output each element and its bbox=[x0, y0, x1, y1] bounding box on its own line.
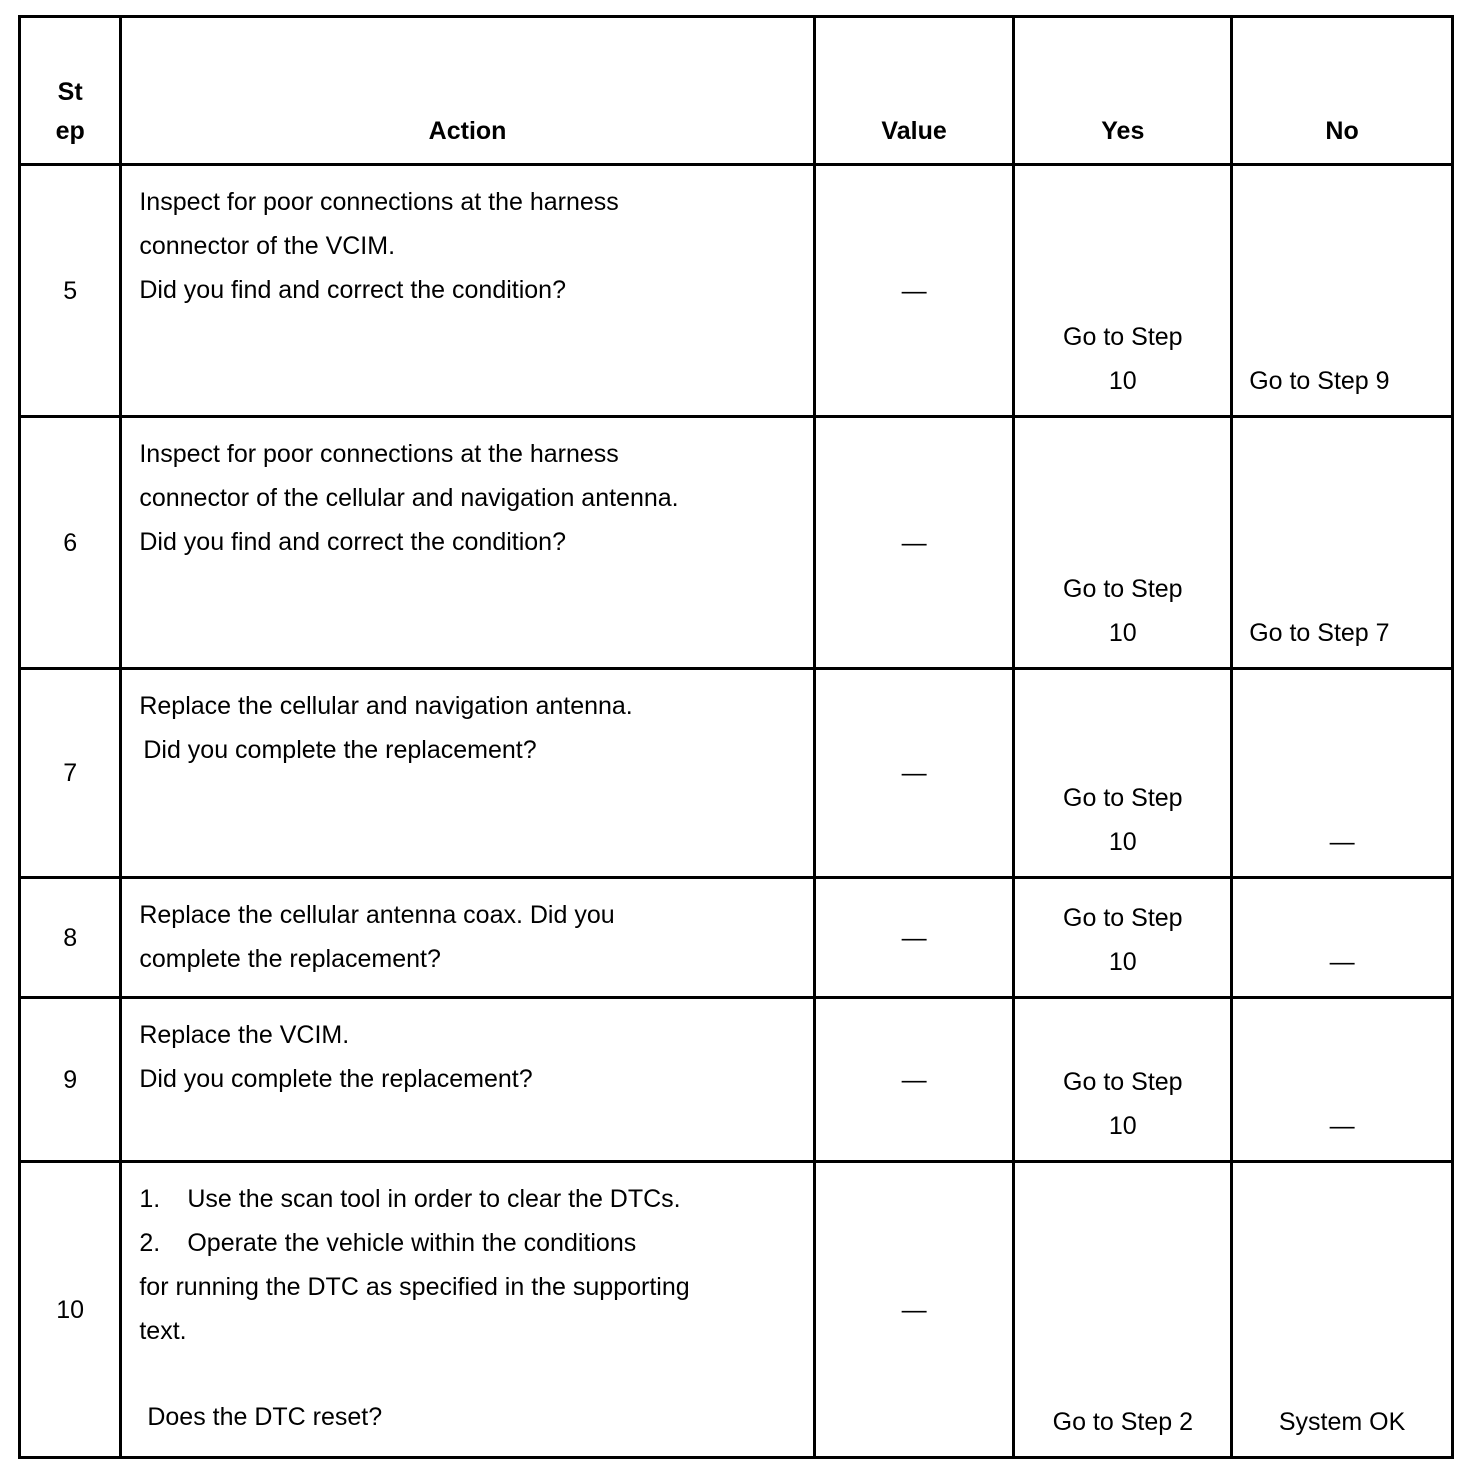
action-cell bbox=[121, 165, 814, 417]
step-number: 9 bbox=[20, 998, 121, 1162]
no-cell: System OK bbox=[1232, 1162, 1453, 1458]
yes-cell bbox=[1014, 998, 1232, 1162]
no-cell: — bbox=[1232, 998, 1453, 1162]
yes-cell bbox=[1014, 669, 1232, 878]
action-text: Did you find and correct the condition? bbox=[139, 276, 566, 304]
yes-link-step: 10 bbox=[1108, 1112, 1137, 1140]
header-step-line1: St bbox=[57, 78, 83, 106]
header-row bbox=[20, 17, 1453, 165]
action-text: for running the DTC as specified in the supporting bbox=[139, 1273, 690, 1301]
step-number: 10 bbox=[20, 1162, 121, 1458]
action-text: Replace the cellular antenna coax. Did you bbox=[139, 901, 615, 929]
yes-link-text: Go to Step bbox=[1063, 1068, 1183, 1096]
yes-cell bbox=[1014, 878, 1232, 998]
header-action: Action bbox=[121, 17, 814, 165]
action-question: Does the DTC reset? bbox=[147, 1403, 383, 1431]
action-text: Inspect for poor connections at the harness bbox=[139, 188, 619, 216]
value-cell: — bbox=[814, 165, 1014, 417]
list-number: 1. bbox=[139, 1185, 161, 1213]
list-number: 2. bbox=[139, 1229, 161, 1257]
table-row bbox=[20, 1162, 1453, 1458]
action-text: connector of the cellular and navigation antenna. bbox=[139, 484, 679, 512]
list-text: Operate the vehicle within the conditions bbox=[187, 1229, 637, 1257]
list-text: Use the scan tool in order to clear the DTCs. bbox=[187, 1185, 681, 1213]
table-row bbox=[20, 669, 1453, 878]
action-text: Did you find and correct the condition? bbox=[139, 528, 566, 556]
step-number: 6 bbox=[20, 417, 121, 669]
yes-link-step: 10 bbox=[1108, 828, 1137, 856]
header-no: No bbox=[1232, 17, 1453, 165]
no-cell: — bbox=[1232, 878, 1453, 998]
table-row bbox=[20, 878, 1453, 998]
no-cell: Go to Step 9 bbox=[1232, 165, 1453, 417]
value-cell: — bbox=[814, 669, 1014, 878]
yes-link-step: 10 bbox=[1108, 619, 1137, 647]
action-cell bbox=[121, 1162, 814, 1458]
list-item bbox=[139, 1221, 804, 1265]
action-cell bbox=[121, 878, 814, 998]
yes-link-text: Go to Step bbox=[1063, 323, 1183, 351]
action-text: connector of the VCIM. bbox=[139, 232, 396, 260]
header-step bbox=[20, 17, 121, 165]
no-cell: — bbox=[1232, 669, 1453, 878]
action-text: text. bbox=[139, 1317, 187, 1345]
header-yes: Yes bbox=[1014, 17, 1232, 165]
header-value: Value bbox=[814, 17, 1014, 165]
action-text: Inspect for poor connections at the harness bbox=[139, 440, 619, 468]
action-text: complete the replacement? bbox=[139, 945, 441, 973]
list-item bbox=[139, 1177, 804, 1221]
step-number: 7 bbox=[20, 669, 121, 878]
table-row bbox=[20, 417, 1453, 669]
action-text: Did you complete the replacement? bbox=[143, 736, 537, 764]
table-row bbox=[20, 998, 1453, 1162]
step-number: 5 bbox=[20, 165, 121, 417]
value-cell: — bbox=[814, 417, 1014, 669]
header-step-line2: ep bbox=[55, 117, 85, 145]
yes-cell: Go to Step 2 bbox=[1014, 1162, 1232, 1458]
yes-cell bbox=[1014, 417, 1232, 669]
step-number: 8 bbox=[20, 878, 121, 998]
action-cell bbox=[121, 998, 814, 1162]
no-cell: Go to Step 7 bbox=[1232, 417, 1453, 669]
value-cell: — bbox=[814, 998, 1014, 1162]
table-row bbox=[20, 165, 1453, 417]
yes-link-text: Go to Step bbox=[1063, 784, 1183, 812]
action-cell bbox=[121, 417, 814, 669]
value-cell: — bbox=[814, 878, 1014, 998]
diagnostic-table bbox=[18, 15, 1454, 1459]
yes-link-step: 10 bbox=[1108, 367, 1137, 395]
yes-link-text: Go to Step bbox=[1063, 575, 1183, 603]
action-text: Replace the VCIM. bbox=[139, 1021, 350, 1049]
yes-link-text: Go to Step bbox=[1063, 904, 1183, 932]
value-cell: — bbox=[814, 1162, 1014, 1458]
action-text: Replace the cellular and navigation antenna. bbox=[139, 692, 633, 720]
action-text: Did you complete the replacement? bbox=[139, 1065, 533, 1093]
yes-cell bbox=[1014, 165, 1232, 417]
action-cell bbox=[121, 669, 814, 878]
yes-link-step: 10 bbox=[1108, 948, 1137, 976]
